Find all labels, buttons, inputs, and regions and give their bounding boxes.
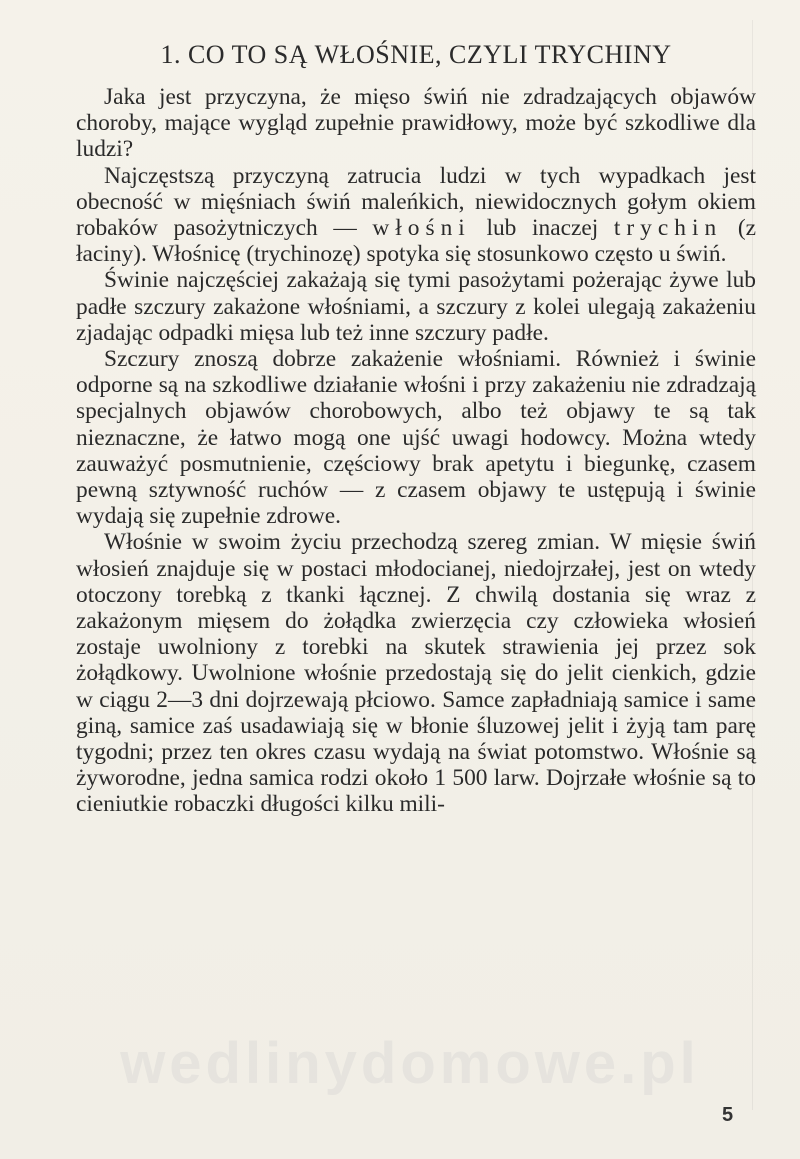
term-trychin: trychin (613, 215, 723, 242)
watermark-logo: wedlinydomowe.pl (120, 1031, 700, 1096)
paragraph-symptoms: Szczury znoszą dobrze zakażenie włośniami. Również i świnie odporne są na szkodliwe działanie włośni i przy zakażeniu nie zdradzają specjalnych objawów chorobowych, albo też objawy te są tak nieznaczne, że łatwo mogą one ujść uwagi hodowcy. Można wtedy zauważyć posmutnienie, częściowy brak apetytu i biegunkę, czasem pewną sztywność ruchów — z czasem objawy te ustępują i świnie wydają się zupełnie zdrowe. (76, 346, 756, 530)
page-number: 5 (722, 1104, 734, 1126)
paragraph-cause-text-a: Najczęstszą przyczyną zatrucia ludzi w tych wypadkach jest obecność w mięśniach świń maleńkich, niewidocznych gołym okiem robaków pasożytniczych — (76, 162, 756, 242)
section-heading: 1. CO TO SĄ WŁOŚNIE, CZYLI TRYCHINY (160, 40, 672, 69)
paragraph-lifecycle: Włośnie w swoim życiu przechodzą szereg zmian. W mięsie świń włosień znajduje się w postaci młodocianej, niedojrzałej, jest on wtedy otoczony torebką z tkanki łącznej. Z chwilą dostania się wraz z zakażonym mięsem do żołądka zwierzęcia czy człowieka włosień zostaje uwolniony z torebki na skutek strawienia jej przez sok żołądkowy. Uwolnione włośnie przedostają się do jelit cienkich, gdzie w ciągu 2—3 dni dojrzewają płciowo. Samce zapładniają samice i same giną, samice zaś usadawiają się w błonie śluzowej jelit i żyją tam parę tygodni; przez ten okres czasu wydają na świat potomstwo. Włośnie są żyworodne, jedna samica rodzi około 1 500 larw. Dojrzałe włośnie są to cieniutkie robaczki długości kilku mili- (76, 529, 756, 818)
paragraph-infection: Świnie najczęściej zakażają się tymi pasożytami pożerając żywe lub padłe szczury zakażone włośniami, a szczury z kolei ulegają zakażeniu zjadając odpadki mięsa lub też inne szczury padłe. (76, 267, 756, 346)
paragraph-cause-text-c: (z łaciny). Włośnicę (trychinozę) spotyka się stosunkowo często u świń. (76, 215, 756, 268)
paragraph-cause-text-b: lub inaczej (470, 215, 614, 242)
paragraph-question: Jaka jest przyczyna, że mięso świń nie zdradzających objawów choroby, mające wygląd zupełnie prawidłowy, może być szkodliwe dla ludzi? (76, 84, 756, 163)
paragraph-cause (76, 163, 756, 268)
term-wlosni: włośni (372, 215, 471, 242)
page-content (76, 40, 756, 818)
